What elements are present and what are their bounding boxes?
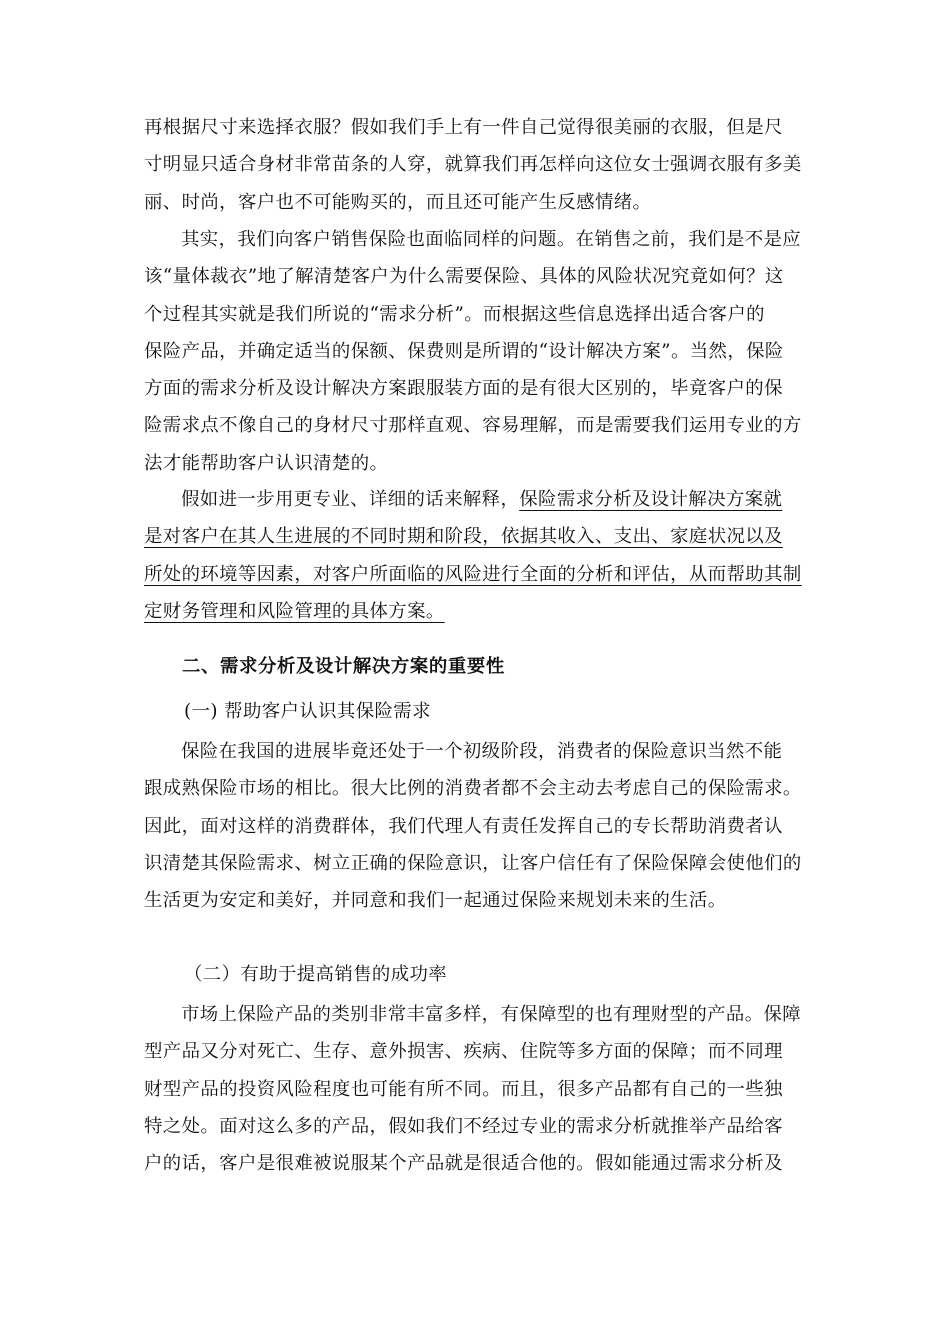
paragraph-line: 法才能帮助客户认识清楚的。 [144,452,389,474]
paragraph-line: 保险产品，并确定适当的保额、保费则是所谓的“设计解决方案”。当然，保险 [144,340,784,362]
paragraph-line: 跟成熟保险市场的相比。很大比例的消费者都不会主动去考虑自己的保险需求。 [144,778,802,800]
paragraph-line [144,593,808,630]
paragraph-line [144,556,808,593]
underlined-definition: 是对客户在其人生进展的不同时期和阶段，依据其收入、支出、家庭状况以及 [144,526,783,548]
paragraph-line: 型产品又分对死亡、生存、意外损害、疾病、住院等多方面的保障；而不同理 [144,1041,783,1063]
underlined-definition: 所处的环境等因素，对客户所面临的风险进行全面的分析和评估，从而帮助其制 [144,563,802,585]
paragraph-line: 因此，面对这样的消费群体，我们代理人有责任发挥自己的专长帮助消费者认 [144,815,783,837]
paragraph-line: 险需求点不像自己的身材尺寸那样直观、容易理解，而是需要我们运用专业的方 [144,415,802,437]
paragraph-1 [144,109,808,221]
underlined-definition: 保险需求分析及设计解决方案就 [519,489,783,510]
paragraph-line: 再根据尺寸来选择衣服？假如我们手上有一件自己觉得很美丽的衣服，但是尺 [144,117,783,138]
underlined-definition: 定财务管理和风险管理的具体方案。 [144,600,445,622]
paragraph-line: 市场上保险产品的类别非常丰富多样，有保障型的也有理财型的产品。保障 [181,1004,802,1025]
paragraph-line [144,518,808,555]
paragraph-2 [144,221,808,482]
paragraph-line: 特之处。面对这么多的产品，假如我们不经过专业的需求分析就推举产品给客 [144,1115,783,1137]
paragraph-line: 其实，我们向客户销售保险也面临同样的问题。在销售之前，我们是不是应 [181,229,802,250]
subsection-heading: （二）有助于提高销售的成功率 [184,964,448,985]
paragraph-line: 个过程其实就是我们所说的“需求分析”。而根据这些信息选择出适合客户的 [144,303,765,325]
paragraph-line: 保险在我国的进展毕竟还处于一个初级阶段，消费者的保险意识当然不能 [181,741,783,762]
paragraph-line: 该“量体裁衣”地了解清楚客户为什么需要保险、具体的风险状况究竟如何？这 [144,266,784,288]
paragraph-4 [144,733,808,919]
paragraph-line: 丽、时尚，客户也不可能购买的，而且还可能产生反感情绪。 [144,191,652,213]
plain-text: 假如进一步用更专业、详细的话来解释， [181,489,520,510]
section-heading: 二、需求分析及设计解决方案的重要性 [182,656,505,677]
paragraph-line: 识清楚其保险需求、树立正确的保险意识，让客户信任有了保险保障会使他们的 [144,852,802,874]
subsection-heading: (一) 帮助客户认识其保险需求 [184,701,431,722]
paragraph-line [144,481,808,518]
paragraph-3 [144,481,808,630]
paragraph-line: 方面的需求分析及设计解决方案跟服装方面的是有很大区别的，毕竟客户的保 [144,378,783,400]
paragraph-line: 户的话，客户是很难被说服某个产品就是很适合他的。假如能通过需求分析及 [144,1153,783,1175]
paragraph-line: 生活更为安定和美好，并同意和我们一起通过保险来规划未来的生活。 [144,890,727,912]
paragraph-5 [144,996,808,1182]
paragraph-line: 财型产品的投资风险程度也可能有所不同。而且，很多产品都有自己的一些独 [144,1078,783,1100]
paragraph-line: 寸明显只适合身材非常苗条的人穿，就算我们再怎样向这位女士强调衣服有多美 [144,154,802,176]
